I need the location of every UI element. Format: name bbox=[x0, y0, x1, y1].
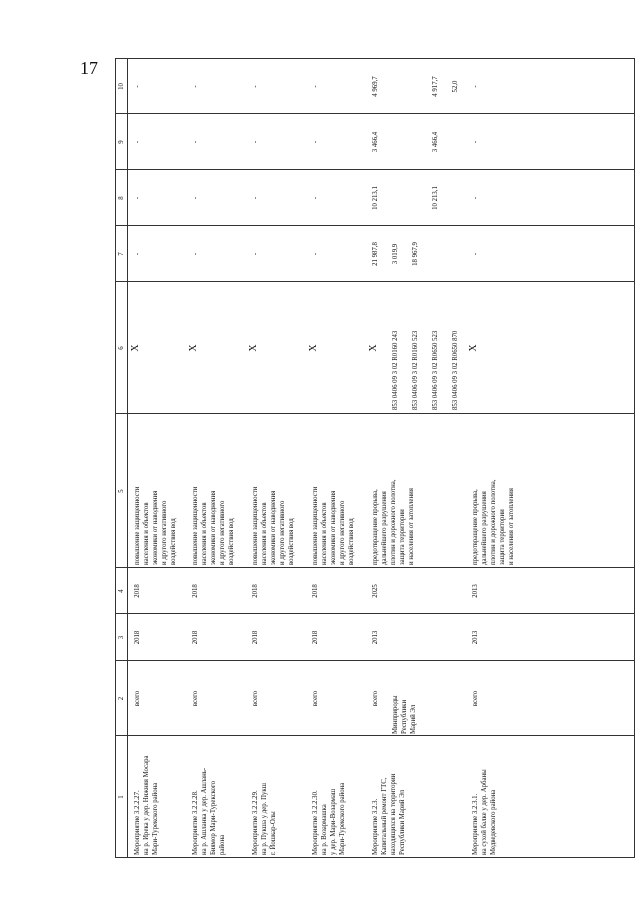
row-v7-sub: 3 019,9 bbox=[392, 243, 399, 265]
row-name: Мероприятие 3.2.3.1. на сухой балке у дер. Арбаны Медведевского района bbox=[472, 769, 497, 855]
row-v10: - bbox=[472, 85, 479, 88]
row-v9: - bbox=[252, 140, 259, 144]
row-result: повышение защищенности населения и объектов экономики от наводнения и другого негативного воздействия вод bbox=[312, 486, 355, 565]
row-v10: - bbox=[134, 85, 141, 88]
row-name: Мероприятие 3.2.2.30. на р. Возармашка у дер. Мари-Возармаш Мари-Турекского района bbox=[312, 782, 346, 855]
col-header: 7 bbox=[118, 252, 125, 256]
row-source: всего bbox=[372, 690, 379, 707]
row-start: 2013 bbox=[472, 630, 479, 645]
col-header: 1 bbox=[118, 795, 125, 799]
row-code: Х bbox=[368, 344, 379, 352]
row-v8: - bbox=[312, 196, 319, 200]
row-v9: - bbox=[472, 140, 479, 144]
budget-code: 853 0406 09 3 02 R0650 523 bbox=[432, 330, 439, 410]
row-v7: - bbox=[192, 252, 199, 256]
row-result: предотвращение прорыва, дальнейшего разрушения плотин и дорожного полотна, защита территории и населения от затопления bbox=[372, 479, 415, 565]
row-end: 2018 bbox=[312, 584, 319, 598]
row-source: всего bbox=[252, 690, 259, 707]
header-row-line bbox=[127, 58, 128, 858]
budget-code: 853 0406 09 3 02 R0160 523 bbox=[412, 330, 419, 410]
row-start: 2018 bbox=[312, 630, 319, 645]
row-code: Х bbox=[308, 344, 319, 352]
row-end: 2013 bbox=[472, 584, 479, 598]
row-v10: 4 969,7 bbox=[372, 76, 379, 97]
row-v7: - bbox=[312, 252, 319, 256]
col-header: 6 bbox=[118, 346, 125, 350]
row-v8-sub: 10 213,1 bbox=[432, 186, 439, 210]
row-v8: - bbox=[472, 196, 479, 200]
row-v7: - bbox=[134, 252, 141, 256]
row-v9: - bbox=[192, 140, 199, 144]
col-header: 10 bbox=[118, 83, 125, 90]
row-v9: - bbox=[134, 140, 141, 144]
row-name: Мероприятие 3.2.2.27. на р. Ирека у дер. Нижняя Мосара Мари-Турекского района bbox=[134, 755, 159, 855]
row-v10-sub: 4 917,7 bbox=[432, 76, 439, 97]
row-v10: - bbox=[312, 85, 319, 88]
col-header: 5 bbox=[118, 489, 125, 493]
row-v10: - bbox=[252, 85, 259, 88]
row-end: 2018 bbox=[134, 584, 141, 598]
row-source: всего bbox=[192, 690, 199, 707]
row-v7-sub: 18 967,9 bbox=[412, 242, 419, 266]
row-name: Мероприятие 3.2.2.28. на р. Ашланка у дер. Ашлань- Биямор Мари-Турекского района bbox=[192, 767, 226, 855]
row-v7: - bbox=[252, 252, 259, 256]
col-header: 3 bbox=[118, 635, 125, 640]
row-v7: - bbox=[472, 252, 479, 256]
row-v9: - bbox=[312, 140, 319, 144]
row-start: 2018 bbox=[192, 630, 199, 645]
row-code: Х bbox=[130, 344, 141, 352]
col-header: 4 bbox=[118, 589, 125, 593]
row-v9: 3 466,4 bbox=[372, 131, 379, 153]
row-v10: - bbox=[192, 85, 199, 88]
row-start: 2018 bbox=[252, 630, 259, 645]
row-source: всего bbox=[472, 690, 479, 707]
row-end: 2018 bbox=[192, 584, 199, 598]
row-result: повышение защищенности населения и объектов экономики от наводнения и другого негативного воздействия вод bbox=[134, 486, 177, 565]
row-v8: - bbox=[252, 196, 259, 200]
row-code: Х bbox=[248, 344, 259, 352]
row-code: Х bbox=[188, 344, 199, 352]
row-v10-sub: 52,0 bbox=[452, 80, 459, 93]
table-border-bottom bbox=[634, 58, 635, 858]
row-source: всего bbox=[134, 690, 141, 707]
table-border-left bbox=[115, 857, 635, 858]
row-source-agency: Минприроды Республики Марий Эл bbox=[392, 695, 417, 734]
col-header: 8 bbox=[118, 196, 125, 200]
row-source: всего bbox=[312, 690, 319, 707]
row-start: 2013 bbox=[372, 630, 379, 645]
page-number: 17 bbox=[80, 58, 98, 78]
row-result: повышение защищенности населения и объектов экономики от наводнения и другого негативного воздействия вод bbox=[192, 486, 235, 565]
row-code: Х bbox=[468, 344, 479, 352]
row-name: Мероприятие 3.2.3. Капитальный ремонт ГТС, находящихся на территории Республики Марий Эл bbox=[372, 773, 406, 855]
budget-code: 853 0406 09 3 02 R0160 243 bbox=[392, 330, 399, 410]
row-start: 2018 bbox=[134, 630, 141, 645]
row-result: повышение защищенности населения и объектов экономики от наводнения и другого негативного воздействия вод bbox=[252, 486, 295, 565]
row-v7: 21 987,8 bbox=[372, 242, 379, 266]
row-v9-sub: 3 466,4 bbox=[432, 131, 439, 153]
col-header: 9 bbox=[118, 140, 125, 144]
row-end: 2025 bbox=[372, 584, 379, 598]
row-v8: - bbox=[134, 196, 141, 200]
row-v8: - bbox=[192, 196, 199, 200]
table-border-top bbox=[115, 58, 116, 858]
col-header: 2 bbox=[118, 696, 125, 701]
row-result: предотвращение прорыва, дальнейшего разрушения плотин и дорожного полотна, защита территории и населения от затопления bbox=[472, 479, 515, 565]
budget-code: 853 0406 09 3 02 R0650 870 bbox=[452, 330, 459, 410]
program-table bbox=[115, 58, 635, 858]
row-v8: 10 213,1 bbox=[372, 186, 379, 210]
row-name: Мероприятие 3.2.2.29. на р. Пукша у дер. Пукш г. Йошкар-Олы bbox=[252, 783, 277, 855]
row-end: 2018 bbox=[252, 584, 259, 598]
